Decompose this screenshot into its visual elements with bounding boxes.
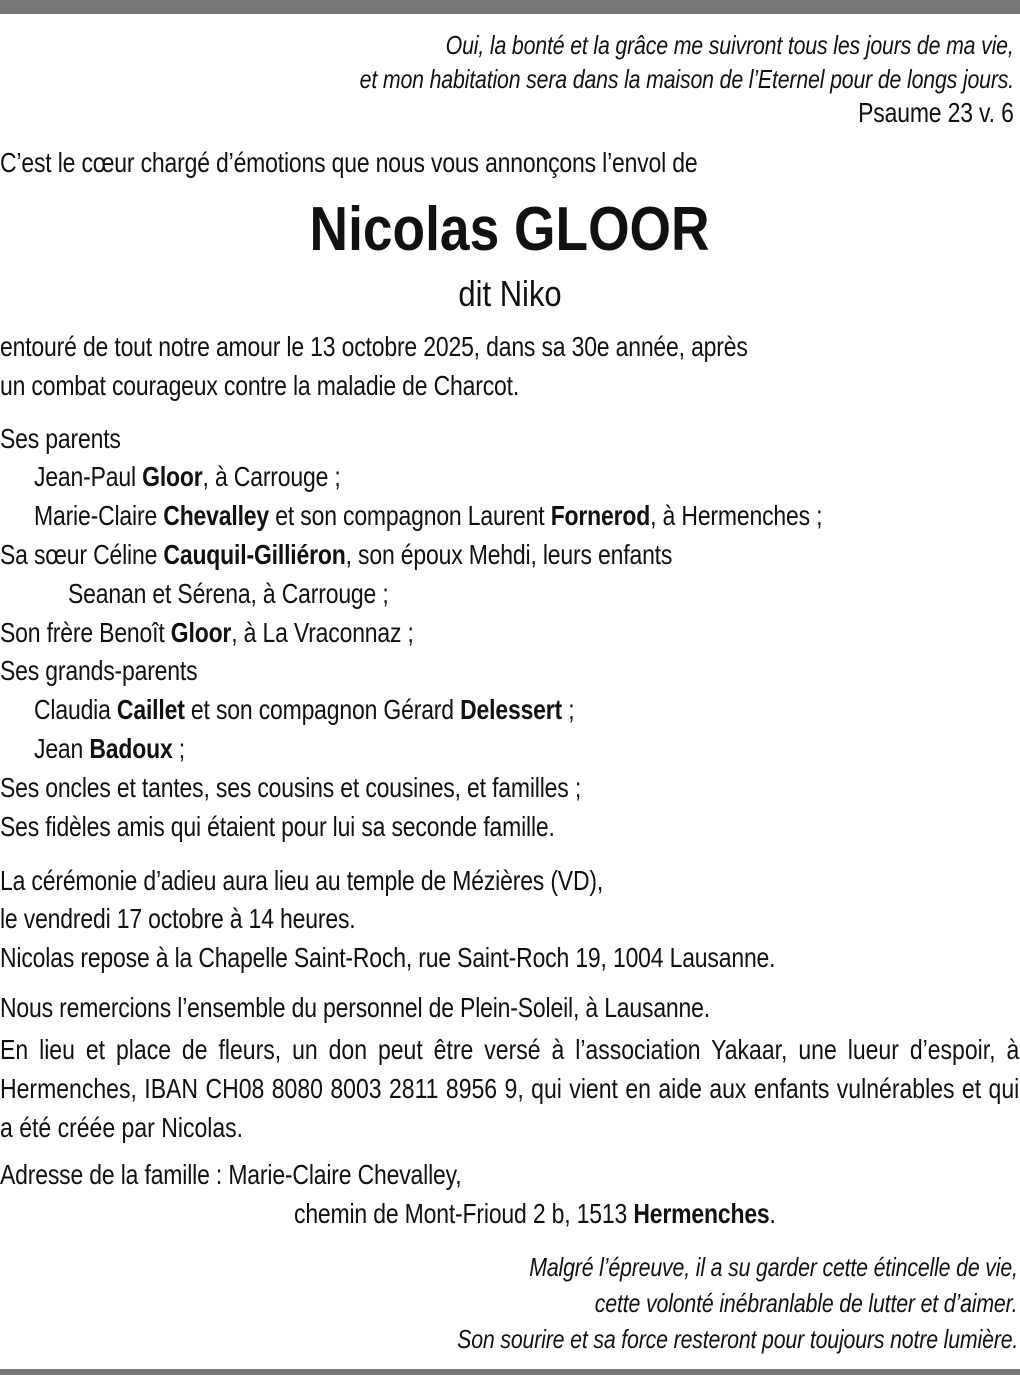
family-entry: Marie-Claire Chevalley et son compagnon Laurent Fornerod, à Hermenches ; — [34, 500, 823, 531]
closing-line: Malgré l’épreuve, il a su garder cette étincelle de vie, — [529, 1252, 1018, 1282]
circumstances-line: un combat courageux contre la maladie de Charcot. — [0, 370, 520, 401]
closing-line: cette volonté inébranlable de lutter et d’aimer. — [595, 1288, 1018, 1318]
family-entry: Ses fidèles amis qui étaient pour lui sa seconde famille. — [0, 811, 555, 842]
bottom-rule — [0, 1369, 1020, 1375]
family-entry: Jean Badoux ; — [34, 733, 186, 764]
grandparents-label: Ses grands-parents — [0, 655, 198, 686]
top-rule — [0, 0, 1020, 14]
family-entry: Sa sœur Céline Cauquil-Gilliéron, son époux Mehdi, leurs enfants — [0, 539, 673, 570]
family-entry: Son frère Benoît Gloor, à La Vraconnaz ; — [0, 617, 414, 648]
family-entry: Jean-Paul Gloor, à Carrouge ; — [34, 461, 341, 492]
intro-text: C’est le cœur chargé d’émotions que nous vous annonçons l’envol de — [0, 147, 698, 178]
family-entry: Ses oncles et tantes, ses cousins et cousines, et familles ; — [0, 772, 582, 803]
thanks-text: Nous remercions l’ensemble du personnel de Plein-Soleil, à Lausanne. — [0, 992, 710, 1023]
epigraph-line: Oui, la bonté et la grâce me suivront tous les jours de ma vie, — [446, 30, 1014, 60]
address-line: chemin de Mont-Frioud 2 b, 1513 Hermenches. — [294, 1198, 776, 1229]
family-entry: Claudia Caillet et son compagnon Gérard Delessert ; — [34, 694, 575, 725]
ceremony-line: La cérémonie d’adieu aura lieu au temple de Mézières (VD), — [0, 865, 604, 896]
family-entry: Seanan et Sérena, à Carrouge ; — [68, 578, 389, 609]
closing-line: Son sourire et sa force resteront pour toujours notre lumière. — [456, 1324, 1018, 1354]
parents-label: Ses parents — [0, 423, 121, 454]
epigraph-reference: Psaume 23 v. 6 — [858, 97, 1014, 128]
epigraph-line: et mon habitation sera dans la maison de l’Eternel pour de longs jours. — [359, 64, 1014, 94]
address-line: Adresse de la famille : Marie-Claire Chevalley, — [0, 1159, 462, 1190]
ceremony-line: Nicolas repose à la Chapelle Saint-Roch, rue Saint-Roch 19, 1004 Lausanne. — [0, 942, 776, 973]
donation-text: En lieu et place de fleurs, un don peut être versé à l’association Yakaar, une lueur d’espoir, à Hermenches, IBAN CH08 8080 8003 2811 8956 9, qui vient en aide aux enfants vulnérables et qui a été créée par Nicolas. — [0, 1034, 1020, 1143]
deceased-nickname: dit Niko — [458, 273, 562, 314]
circumstances-line: entouré de tout notre amour le 13 octobre 2025, dans sa 30e année, après — [0, 331, 748, 362]
deceased-name: Nicolas GLOOR — [310, 195, 710, 264]
ceremony-line: le vendredi 17 octobre à 14 heures. — [0, 903, 356, 934]
